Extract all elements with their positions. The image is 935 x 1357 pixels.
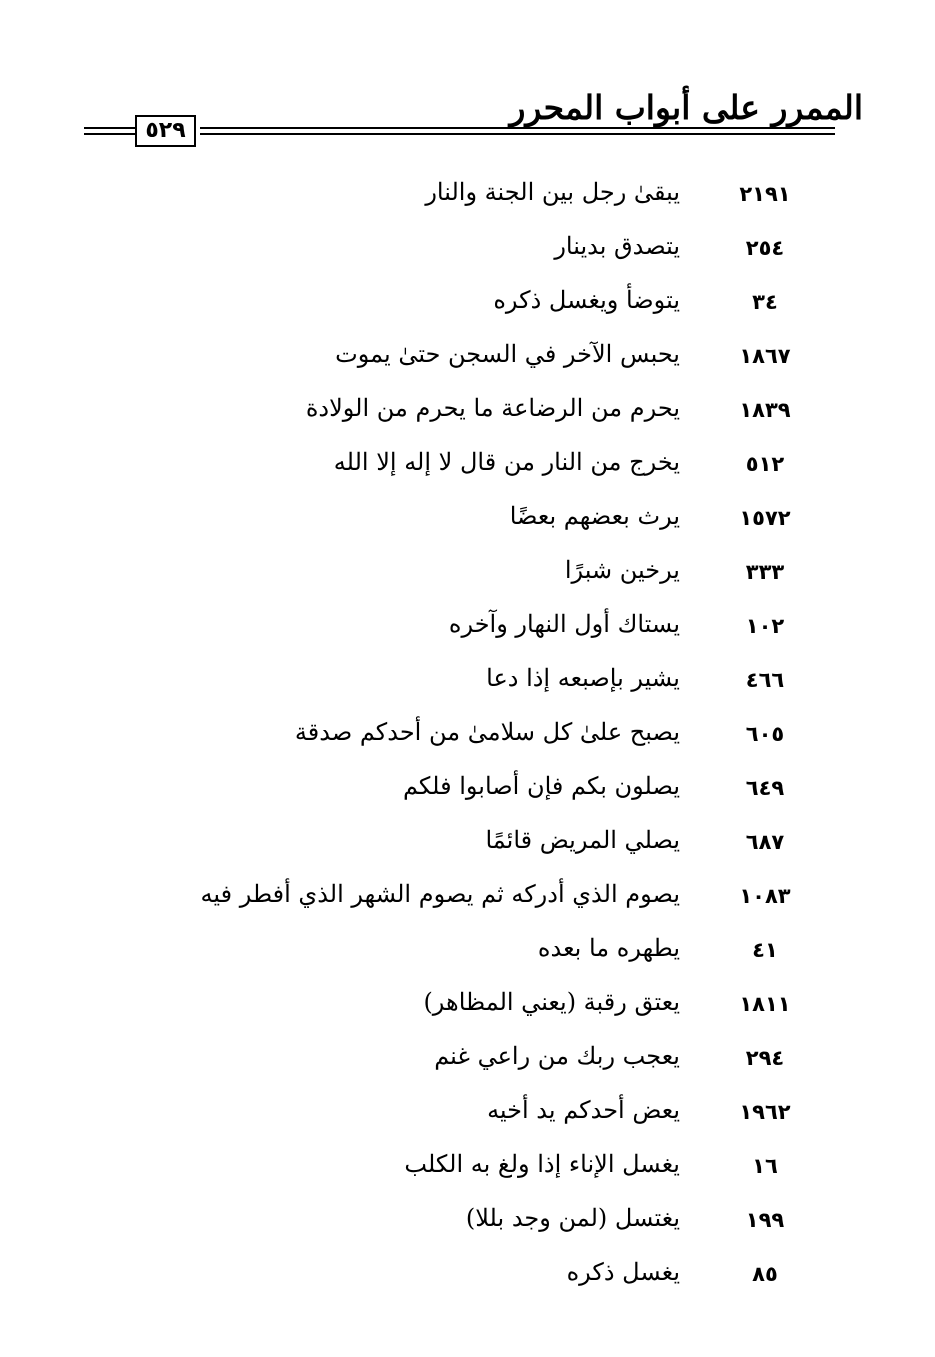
entry-number: ٣٤	[752, 290, 778, 314]
header-rule-bottom	[200, 133, 835, 135]
entry-text: يصلون بكم فإن أصابوا فلكم	[402, 772, 680, 800]
list-item	[0, 658, 935, 708]
entry-number: ٨٥	[752, 1262, 778, 1286]
entry-number: ٦٠٥	[745, 722, 785, 746]
list-item	[0, 982, 935, 1032]
entry-text: يحبس الآخر في السجن حتىٰ يموت	[335, 340, 680, 368]
list-item	[0, 388, 935, 438]
header-rule-top	[200, 127, 835, 129]
list-item	[0, 1252, 935, 1302]
entry-text: يصبح علىٰ كل سلامىٰ من أحدكم صدقة	[294, 718, 680, 746]
entry-number: ٢٥٤	[745, 236, 785, 260]
list-item	[0, 874, 935, 924]
entry-number: ١٠٨٣	[739, 884, 791, 908]
list-item	[0, 442, 935, 492]
entry-text: يستاك أول النهار وآخره	[448, 610, 680, 638]
entry-number: ١٦	[752, 1154, 778, 1178]
entry-text: يعجب ربك من راعي غنم	[434, 1042, 680, 1070]
entry-text: يعتق رقبة (يعني المظاهر)	[423, 988, 680, 1016]
list-item	[0, 928, 935, 978]
entry-text: يطهره ما بعده	[537, 934, 680, 962]
entry-text: يغسل ذكره	[566, 1258, 680, 1286]
header-rule-left-bottom	[84, 133, 135, 135]
entry-number: ١٥٧٢	[739, 506, 791, 530]
entry-text: يخرج من النار من قال لا إله إلا الله	[333, 448, 680, 476]
list-item	[0, 1198, 935, 1248]
header-rule-left-top	[84, 127, 135, 129]
book-title: الممرر على أبواب المحرر	[509, 88, 863, 127]
entry-number: ١٠٢	[745, 614, 785, 638]
entry-number: ٤٦٦	[745, 668, 785, 692]
entry-text: يصوم الذي أدركه ثم يصوم الشهر الذي أفطر فيه	[200, 880, 680, 908]
entry-number: ٥١٢	[745, 452, 785, 476]
list-item	[0, 766, 935, 816]
entry-text: يتوضأ ويغسل ذكره	[493, 286, 680, 314]
entry-number: ١٩٦٢	[739, 1100, 791, 1124]
entry-number: ٣٣٣	[745, 560, 785, 584]
entry-text: يعض أحدكم يد أخيه	[487, 1096, 680, 1124]
entry-number: ٦٤٩	[745, 776, 785, 800]
list-item	[0, 280, 935, 330]
entry-number: ١٨٣٩	[739, 398, 791, 422]
entry-text: يرث بعضهم بعضًا	[509, 502, 680, 530]
list-item	[0, 550, 935, 600]
entry-number: ٢١٩١	[739, 182, 791, 206]
list-item	[0, 1144, 935, 1194]
list-item	[0, 820, 935, 870]
entry-number: ٤١	[752, 938, 778, 962]
entry-number: ١٨٦٧	[739, 344, 791, 368]
entry-text: يحرم من الرضاعة ما يحرم من الولادة	[305, 394, 680, 422]
entry-text: يرخين شبرًا	[564, 556, 680, 584]
entry-text: يشير بإصبعه إذا دعا	[486, 664, 680, 692]
list-item	[0, 334, 935, 384]
entry-text: يتصدق بدينار	[554, 232, 680, 260]
list-item	[0, 1036, 935, 1086]
list-item	[0, 712, 935, 762]
list-item	[0, 226, 935, 276]
list-item	[0, 1090, 935, 1140]
entry-number: ١٩٩	[745, 1208, 785, 1232]
entry-number: ١٨١١	[739, 992, 791, 1016]
list-item	[0, 604, 935, 654]
list-item	[0, 496, 935, 546]
entry-text: يصلي المريض قائمًا	[485, 826, 680, 854]
entry-number: ٦٨٧	[745, 830, 785, 854]
entry-text: يبقىٰ رجل بين الجنة والنار	[425, 178, 680, 206]
entry-text: يغسل الإناء إذا ولغ به الكلب	[404, 1150, 680, 1178]
entry-number: ٢٩٤	[745, 1046, 785, 1070]
list-item	[0, 172, 935, 222]
entry-text: يغتسل (لمن وجد بللا)	[465, 1204, 680, 1232]
page-number: ٥٢٩	[135, 115, 196, 147]
